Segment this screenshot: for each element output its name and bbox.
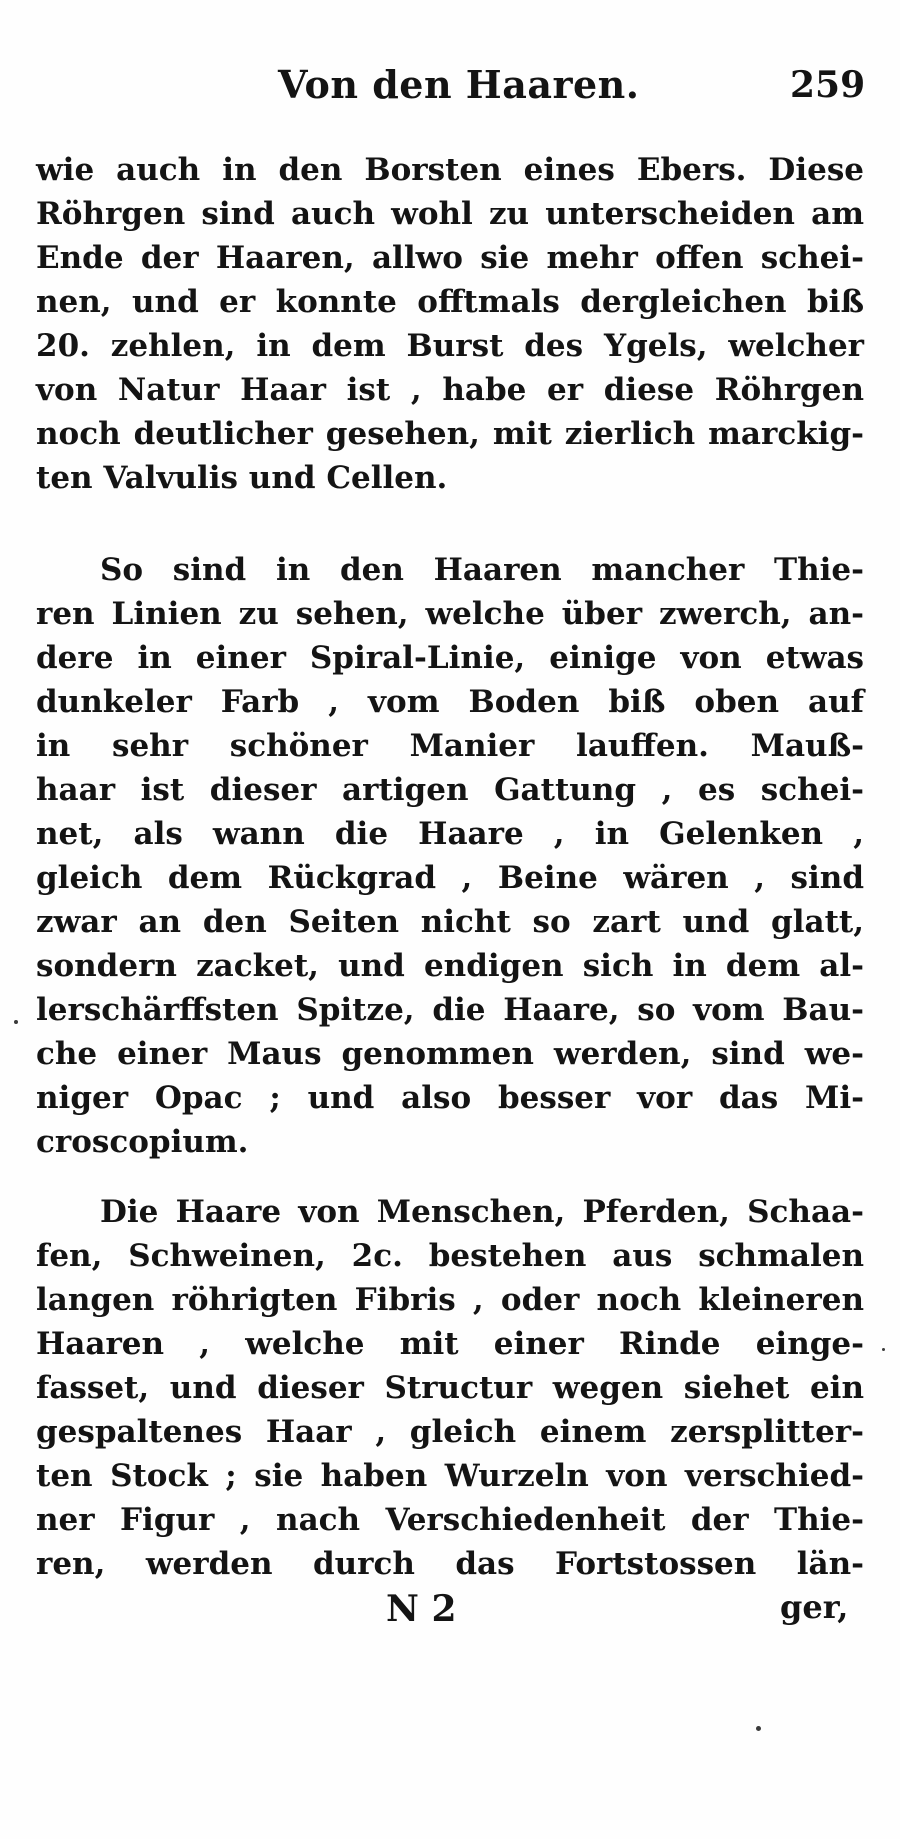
text-line: So sind in den Haaren mancher Thie- bbox=[100, 552, 864, 588]
text-line: croscopium. bbox=[36, 1124, 249, 1160]
text-line: noch deutlicher gesehen, mit zierlich marckig- bbox=[36, 416, 864, 452]
paragraph-2 bbox=[36, 548, 864, 1164]
text-line: lerschärffsten Spitze, die Haare, so vom Bau- bbox=[36, 992, 864, 1028]
page-number: 259 bbox=[790, 64, 866, 106]
text-line: dere in einer Spiral-Linie, einige von etwas bbox=[36, 640, 864, 676]
text-line: ren, werden durch das Fortstossen län- bbox=[36, 1546, 864, 1582]
text-line: dunkeler Farb , vom Boden biß oben auf bbox=[36, 684, 864, 720]
ink-speck bbox=[756, 1726, 761, 1731]
text-line: gleich dem Rückgrad , Beine wären , sind bbox=[36, 860, 864, 896]
ink-speck bbox=[14, 1020, 18, 1024]
text-line: Haaren , welche mit einer Rinde einge- bbox=[36, 1326, 864, 1362]
text-line: fasset, und dieser Structur wegen siehet ein bbox=[36, 1370, 864, 1406]
text-line: nen, und er konnte offtmals dergleichen biß bbox=[36, 284, 864, 320]
text-line: ren Linien zu sehen, welche über zwerch, an- bbox=[36, 596, 864, 632]
text-line: haar ist dieser artigen Gattung , es schei- bbox=[36, 772, 864, 808]
text-line: fen, Schweinen, 2c. bestehen aus schmalen bbox=[36, 1238, 864, 1274]
text-line: von Natur Haar ist , habe er diese Röhrgen bbox=[36, 372, 864, 408]
text-line: gespaltenes Haar , gleich einem zersplitter- bbox=[36, 1414, 864, 1450]
running-head bbox=[0, 62, 900, 122]
page-footer bbox=[0, 1588, 900, 1638]
ink-speck bbox=[882, 1348, 885, 1351]
text-line: ten Valvulis und Cellen. bbox=[36, 460, 448, 496]
text-line: niger Opac ; und also besser vor das Mi- bbox=[36, 1080, 864, 1116]
text-line: che einer Maus genommen werden, sind we- bbox=[36, 1036, 864, 1072]
text-line: ten Stock ; sie haben Wurzeln von verschied- bbox=[36, 1458, 864, 1494]
signature-mark: N 2 bbox=[386, 1588, 457, 1630]
paragraph-1 bbox=[36, 148, 864, 500]
text-line: net, als wann die Haare , in Gelenken , bbox=[36, 816, 864, 852]
text-line: wie auch in den Borsten eines Ebers. Diese bbox=[36, 152, 864, 188]
text-line: sondern zacket, und endigen sich in dem al- bbox=[36, 948, 864, 984]
text-line: 20. zehlen, in dem Burst des Ygels, welcher bbox=[36, 328, 864, 364]
text-line: ner Figur , nach Verschiedenheit der Thie- bbox=[36, 1502, 864, 1538]
running-title: Von den Haaren. bbox=[278, 62, 640, 107]
paragraph-3 bbox=[36, 1190, 864, 1586]
text-line: Röhrgen sind auch wohl zu unterscheiden am bbox=[36, 196, 864, 232]
text-line: langen röhrigten Fibris , oder noch kleineren bbox=[36, 1282, 864, 1318]
catchword: ger, bbox=[780, 1588, 849, 1626]
text-line: Ende der Haaren, allwo sie mehr offen schei- bbox=[36, 240, 864, 276]
text-line: zwar an den Seiten nicht so zart und glatt, bbox=[36, 904, 864, 940]
text-line: in sehr schöner Manier lauffen. Mauß- bbox=[36, 728, 864, 764]
text-line: Die Haare von Menschen, Pferden, Schaa- bbox=[100, 1194, 864, 1230]
